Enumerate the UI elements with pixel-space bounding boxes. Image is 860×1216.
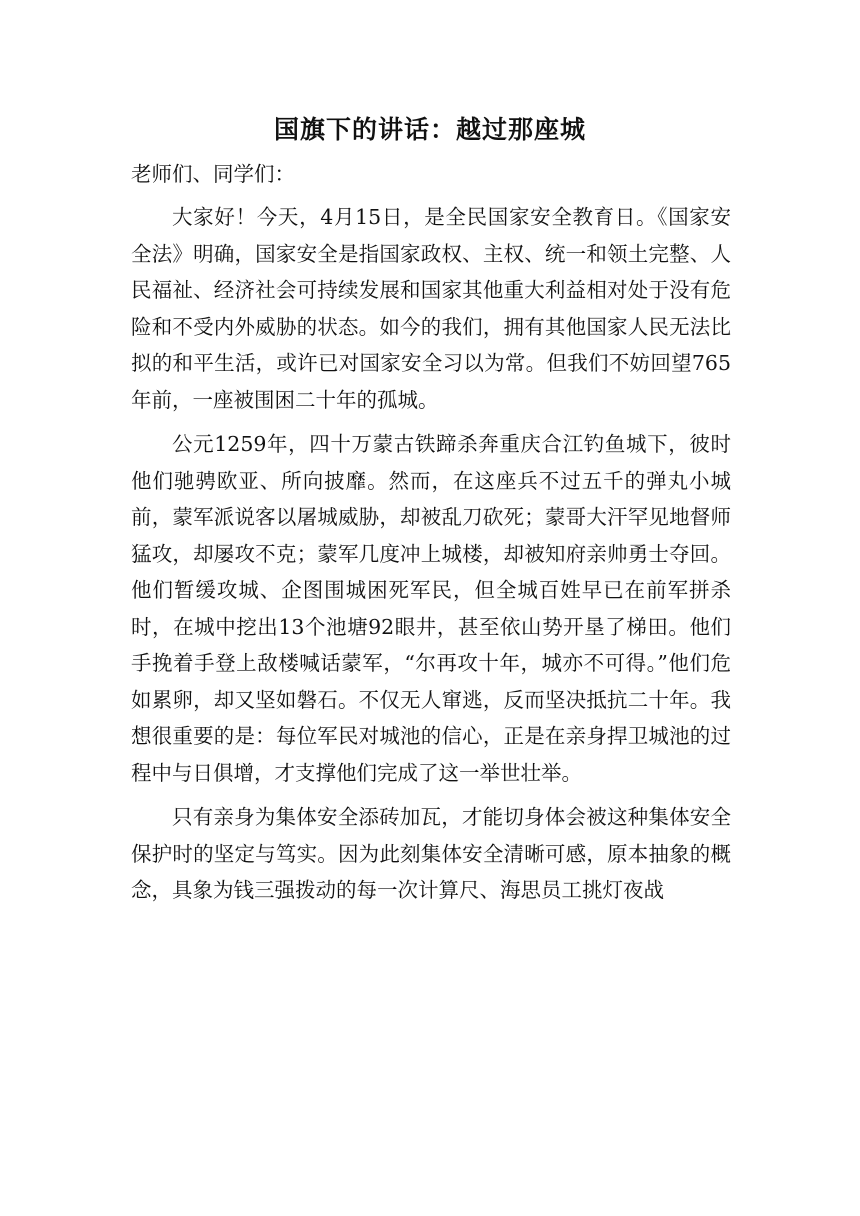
paragraph-2: 公元1259年，四十万蒙古铁蹄杀奔重庆合江钓鱼城下，彼时他们驰骋欧亚、所向披靡。然而，在这座兵不过五千的弹丸小城前，蒙军派说客以屠城威胁，却被乱刀砍死；蒙哥大汗罕见地督师猛攻，却屡攻不克；蒙军几度冲上城楼，却被知府亲帅勇士夺回。他们暂缓攻城、企图围城困死军民，但全城百姓早已在前军拼杀时，在城中挖出13个池塘92眼井，甚至依山势开垦了梯田。他们手挽着手登上敌楼喊话蒙军，“尔再攻十年，城亦不可得。”他们危如累卵，却又坚如磐石。不仅无人窜逃，反而坚决抵抗二十年。我想很重要的是：每位军民对城池的信心，正是在亲身捍卫城池的过程中与日俱增，才支撑他们完成了这一举世壮举。 — [131, 432, 731, 785]
salutation: 老师们、同学们： — [131, 162, 295, 186]
paragraph-3: 只有亲身为集体安全添砖加瓦，才能切身体会被这种集体安全保护时的坚定与笃实。因为此刻集体安全清晰可感，原本抽象的概念，具象为钱三强拨动的每一次计算尺、海思员工挑灯夜战 — [131, 805, 731, 902]
page-title: 国旗下的讲话：越过那座城 — [273, 115, 586, 144]
speech-body — [131, 156, 731, 909]
paragraph-1: 大家好！今天，4月15日，是全民国家安全教育日。《国家安全法》明确，国家安全是指国家政权、主权、统一和领土完整、人民福祉、经济社会可持续发展和国家其他重大利益相对处于没有危险和不受内外威胁的状态。如今的我们，拥有其他国家人民无法比拟的和平生活，或许已对国家安全习以为常。但我们不妨回望765年前，一座被围困二十年的孤城。 — [131, 205, 731, 412]
